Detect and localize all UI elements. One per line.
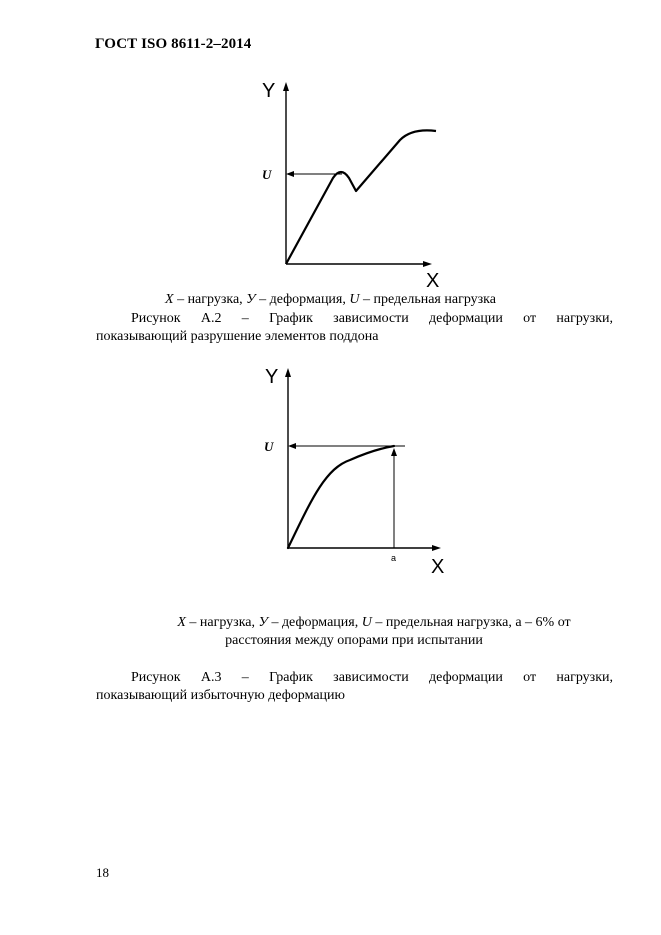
figure-a2-u-label: U	[262, 167, 272, 182]
page-number: 18	[96, 865, 109, 880]
figure-a2-u-guide-arrow	[286, 171, 294, 177]
figure-a2-legend: X – нагрузка, У – деформация, U – предельная нагрузка	[165, 292, 496, 307]
figure-a2-caption-line1: Рисунок А.2 – График зависимости деформации от нагрузки,	[131, 311, 613, 326]
figure-a2-curve	[286, 130, 436, 264]
figure-a3-a-guide-arrow	[391, 448, 397, 456]
figure-a3-curve	[288, 446, 394, 548]
figure-a3-axis-y-label: Y	[265, 366, 279, 388]
figure-a2-caption-line2: показывающий разрушение элементов поддона	[96, 329, 379, 344]
figure-a3-caption-line1: Рисунок А.3 – График зависимости деформации от нагрузки,	[131, 670, 613, 685]
figure-a3-axis-x-label: X	[431, 556, 445, 578]
legend-u-symbol: U	[361, 615, 372, 630]
figure-a3-a-label: a	[391, 553, 397, 563]
figure-a2-axis-y-label: Y	[262, 80, 276, 102]
figure-a3-graph	[250, 362, 460, 580]
document-header: ГОСТ ISO 8611-2–2014	[95, 36, 252, 52]
figure-a3-legend-line1: X – нагрузка, У – деформация, U – предельная нагрузка, а – 6% от	[177, 615, 571, 630]
figure-a3-y-arrow	[285, 368, 291, 377]
figure-a2-axis-x-label: X	[426, 270, 440, 288]
legend-x-symbol: X	[177, 615, 186, 630]
figure-a3-caption-line2: показывающий избыточную деформацию	[96, 688, 345, 703]
legend-y-symbol: У	[246, 292, 256, 307]
legend-u-symbol: U	[349, 292, 360, 307]
figure-a3-u-label: U	[264, 439, 274, 454]
figure-a2-graph	[250, 78, 450, 288]
figure-a3-legend-line2: расстояния между опорами при испытании	[225, 633, 483, 648]
figure-a3-u-guide-arrow	[288, 443, 296, 449]
figure-a2-y-arrow	[283, 82, 289, 91]
legend-y-symbol: У	[258, 615, 268, 630]
legend-x-symbol: X	[165, 292, 174, 307]
figure-a3-x-arrow	[432, 545, 441, 551]
figure-a2-x-arrow	[423, 261, 432, 267]
